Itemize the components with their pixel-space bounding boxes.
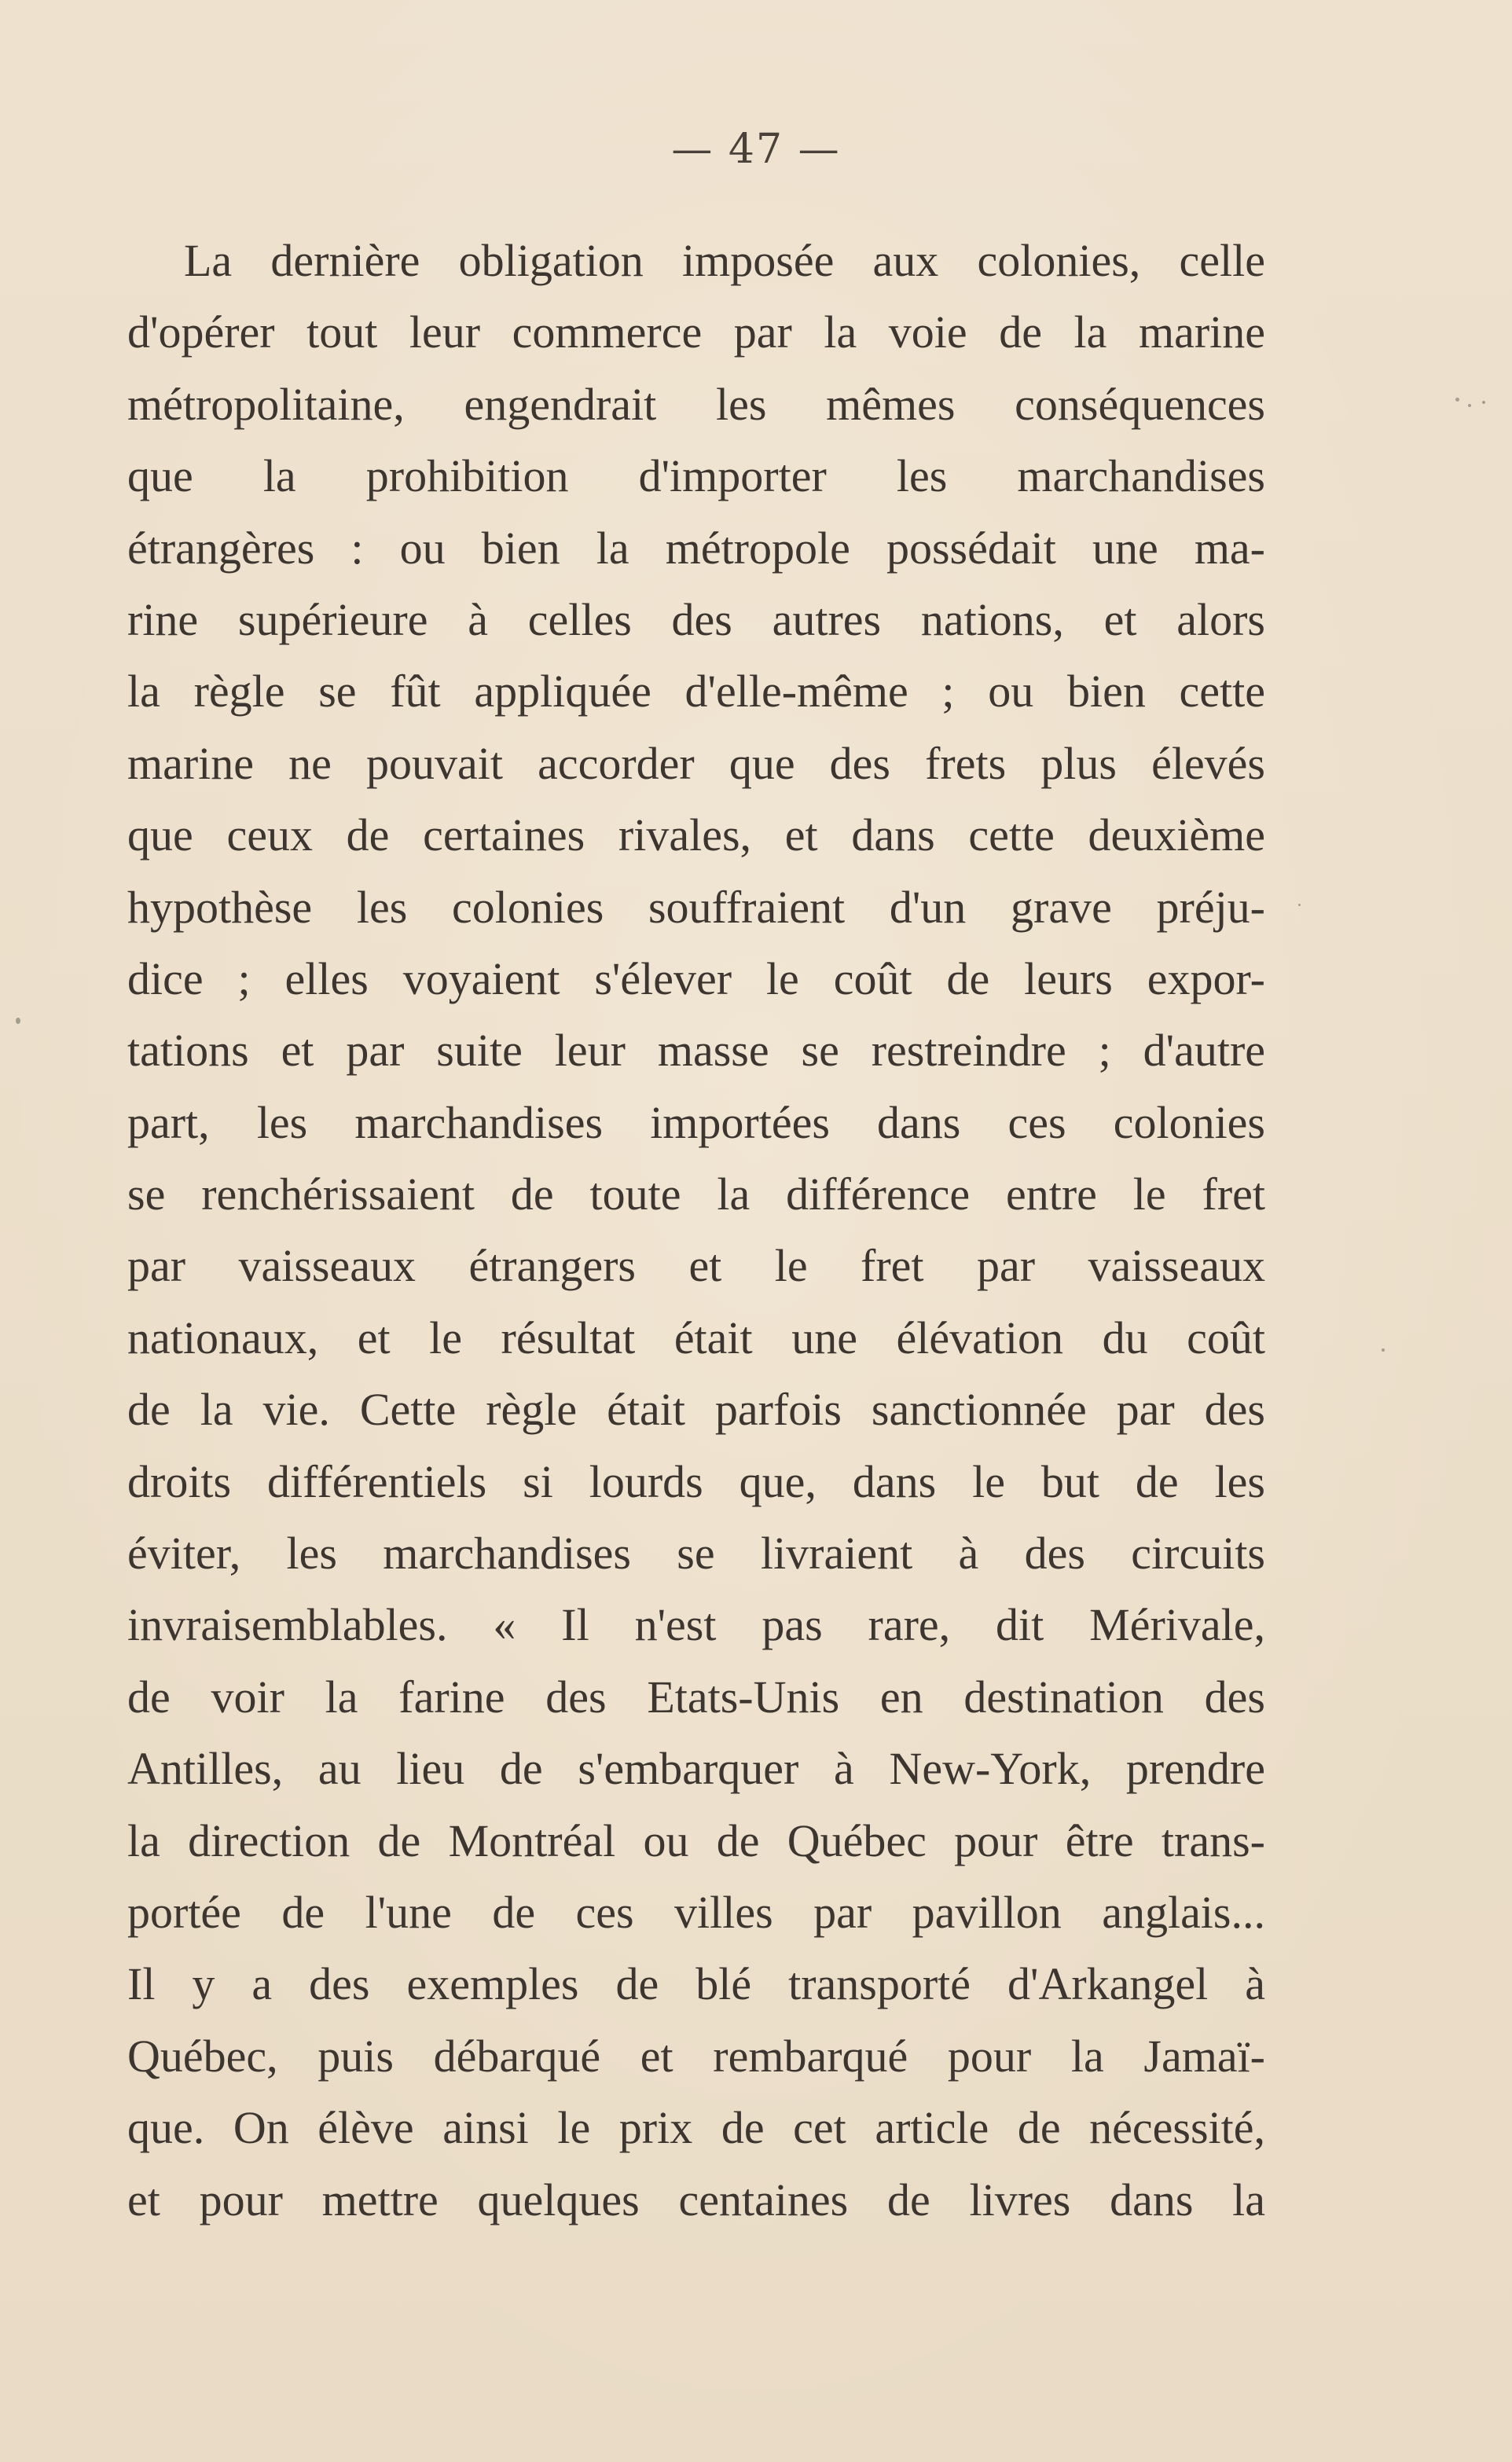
text-line: d'opérer tout leur commerce par la voie de la marine [127,306,1265,358]
text-line: la direction de Montréal ou de Québec pour être trans- [127,1814,1265,1866]
paper-speck [1455,398,1459,402]
text-line: que ceux de certaines rivales, et dans cette deuxième [127,809,1265,861]
text-line: et pour mettre quelques centaines de livres dans la [127,2174,1265,2225]
text-line: hypothèse les colonies souffraient d'un grave préju- [127,881,1265,933]
text-line: tations et par suite leur masse se restreindre ; d'autre [127,1025,1265,1077]
text-line: marine ne pouvait accorder que des frets plus élevés [127,737,1265,789]
text-line: que. On élève ainsi le prix de cet article de nécessité, [127,2102,1265,2154]
text-line: par vaisseaux étrangers et le fret par vaisseaux [127,1240,1265,1292]
text-line: invraisemblables. « Il n'est pas rare, dit Mérivale, [127,1599,1265,1651]
text-line: étrangères : ou bien la métropole possédait une ma- [127,522,1265,574]
text-line: Québec, puis débarqué et rembarqué pour la Jamaï- [127,2030,1265,2082]
paper-speck [1298,904,1301,906]
text-line: de la vie. Cette règle était parfois sanctionnée par des [127,1384,1265,1436]
text-line: Antilles, au lieu de s'embarquer à New-York, prendre [127,1743,1265,1795]
paper-speck [1382,1348,1385,1352]
text-line: nationaux, et le résultat était une élévation du coût [127,1312,1265,1363]
text-line: part, les marchandises importées dans ces colonies [127,1096,1265,1148]
paper-speck [1468,404,1471,407]
text-line: de voir la farine des Etats-Unis en destination des [127,1671,1265,1723]
text-line: la règle se fût appliquée d'elle-même ; ou bien cette [127,666,1265,717]
body-text [127,225,1265,2236]
page-number: — 47 — [671,126,841,173]
paper-speck [1482,401,1485,404]
text-line: rine supérieure à celles des autres nations, et alors [127,593,1265,645]
text-line: que la prohibition d'importer les marchandises [127,450,1265,502]
text-line: se renchérissaient de toute la différence entre le fret [127,1169,1265,1220]
text-line: dice ; elles voyaient s'élever le coût de leurs expor- [127,952,1265,1004]
text-line: La dernière obligation imposée aux colonies, celle [184,235,1265,286]
paper-speck [16,1018,20,1024]
text-line: portée de l'une de ces villes par pavillon anglais... [127,1886,1265,1938]
text-line: métropolitaine, engendrait les mêmes conséquences [127,378,1265,430]
text-line: droits différentiels si lourds que, dans le but de les [127,1455,1265,1507]
text-line: Il y a des exemples de blé transporté d'Arkangel à [127,1958,1265,2010]
text-line: éviter, les marchandises se livraient à des circuits [127,1528,1265,1580]
